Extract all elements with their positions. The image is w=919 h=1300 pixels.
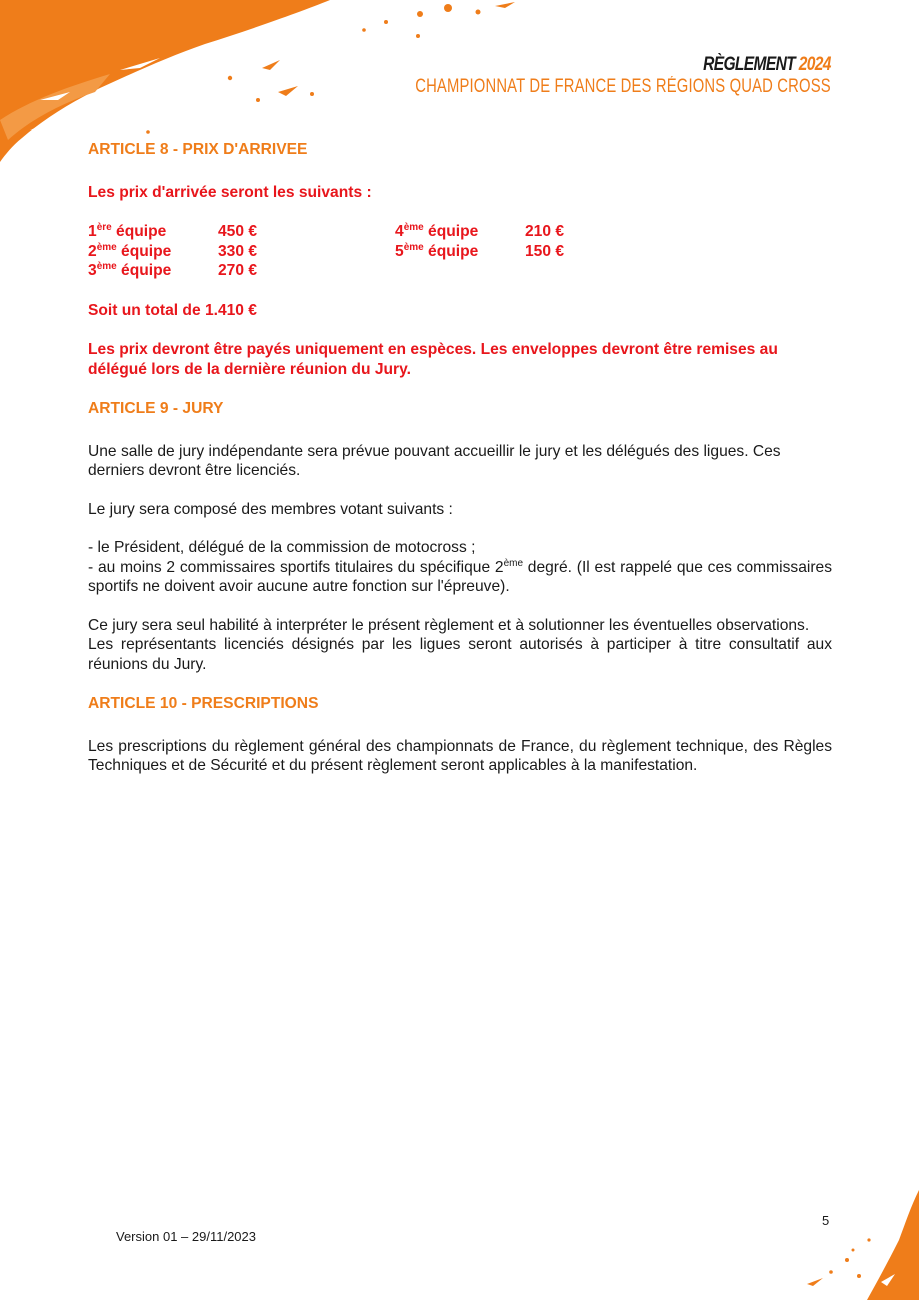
jury-member-item: - au moins 2 commissaires sportifs titulaires du spécifique 2ème degré. (Il est rappelé que ces commissaires sportifs ne doivent avoir aucune autre fonction sur l'épreuve).: [88, 557, 832, 595]
jury-member-item: - le Président, délégué de la commission de motocross ;: [88, 539, 476, 556]
article-8-title: ARTICLE 8 - PRIX D'ARRIVEE: [88, 141, 308, 158]
article-8-intro: Les prix d'arrivée seront les suivants :: [88, 183, 372, 201]
payment-rule: Les prix devront être payés uniquement en espèces. Les enveloppes devront être remises au délégué lors de la dernière réunion du Jury.: [88, 341, 778, 378]
corner-brush-decoration: [749, 1190, 919, 1300]
prize-amount: 270 €: [218, 262, 258, 279]
header-title: [394, 54, 831, 76]
header-title-main: RÈGLEMENT: [703, 54, 796, 75]
prize-amount: 450 €: [218, 223, 258, 240]
prize-team: 3ème équipe: [88, 261, 172, 279]
prize-row: [88, 242, 395, 262]
article-10-paragraph: Les prescriptions du règlement général des championnats de France, du règlement technique, des Règles Techniques et de Sécurité et du présent règlement seront applicables à la manifestation.: [88, 737, 832, 774]
article-10-title: ARTICLE 10 - PRESCRIPTIONS: [88, 695, 319, 712]
prize-amount: 330 €: [218, 242, 258, 260]
prize-team: 5ème équipe: [395, 241, 479, 260]
header-subtitle: CHAMPIONNAT DE FRANCE DES RÉGIONS QUAD CROSS: [415, 76, 831, 97]
document-header: [298, 54, 831, 98]
document-body: [88, 140, 832, 776]
prize-team: 2ème équipe: [88, 241, 172, 260]
prize-team: 1ère équipe: [88, 222, 167, 240]
prize-column-right: [395, 222, 702, 281]
prize-row: [88, 261, 395, 281]
prize-row: [88, 222, 395, 242]
article-9-paragraph: Le jury sera composé des membres votant suivants :: [88, 500, 453, 518]
prize-total: Soit un total de 1.410 €: [88, 301, 257, 319]
prize-row: [395, 242, 702, 262]
prize-amount: 210 €: [525, 223, 565, 240]
prize-team: 4ème équipe: [395, 222, 479, 240]
article-9-title: ARTICLE 9 - JURY: [88, 400, 224, 417]
article-9-paragraph: Une salle de jury indépendante sera prévue pouvant accueillir le jury et les délégués des ligues. Ces derniers devront être licenciés.: [88, 442, 781, 479]
page-number: 5: [822, 1213, 830, 1228]
prize-amount: 150 €: [525, 242, 565, 260]
prize-row: [395, 222, 702, 242]
prize-column-left: [88, 222, 395, 281]
header-title-year: 2024: [798, 54, 831, 75]
prize-table: [88, 222, 832, 281]
article-9-paragraph: Ce jury sera seul habilité à interpréter le présent règlement et à solutionner les éventuelles observations.: [88, 616, 810, 634]
article-9-paragraph: Les représentants licenciés désignés par les ligues seront autorisés à participer à titre consultatif aux réunions du Jury.: [88, 636, 832, 673]
footer-version: Version 01 – 29/11/2023: [116, 1229, 256, 1244]
